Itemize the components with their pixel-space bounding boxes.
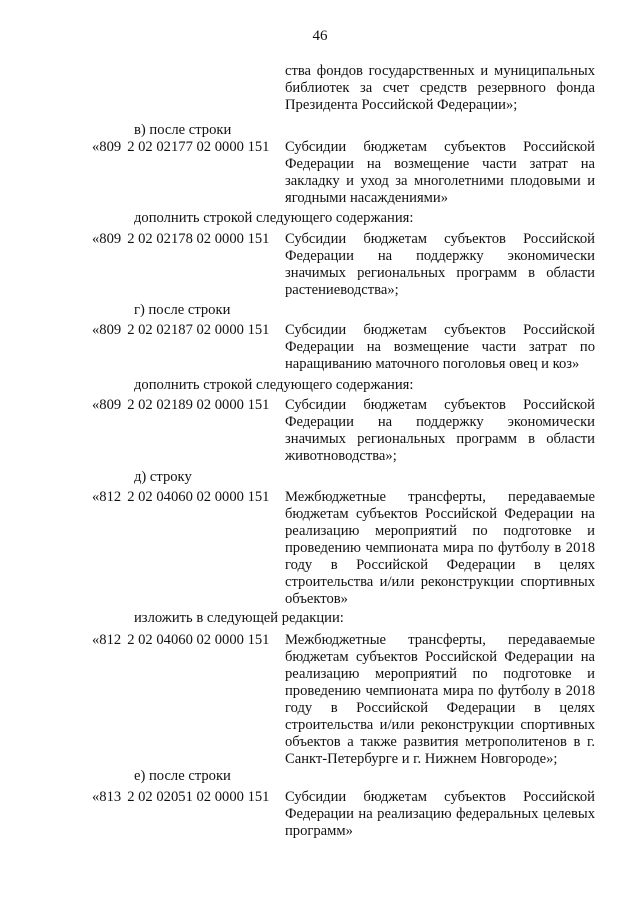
classification-code: 2 02 02178 02 0000 151 [127,231,270,247]
classification-code: 2 02 02189 02 0000 151 [127,397,270,413]
budget-code-row [92,789,269,806]
instruction-g: г) после строки [134,302,231,318]
entry-description: Субсидии бюджетам субъектов Российской Федерации на поддержку экономически значимых региональных программ в области животноводства»; [285,397,595,464]
page-number: 46 [312,28,328,44]
budget-code-row [92,322,269,339]
admin-code: «812 [92,632,122,648]
instruction-replace: изложить в следующей редакции: [134,610,344,626]
classification-code: 2 02 02051 02 0000 151 [127,789,270,805]
instruction-d: д) строку [134,469,192,485]
entry-description: Межбюджетные трансферты, передаваемые бюджетам субъектов Российской Федерации на реализацию мероприятий по подготовке и проведению чемпионата мира по футболу в 2018 году в Российской Федерации в целях строительства и/или реконструкции спортивных объектов» [285,489,595,607]
budget-code-row [92,231,269,248]
entry-description: Субсидии бюджетам субъектов Российской Федерации на возмещение части затрат на закладку и уход за многолетними плодовыми и ягодными насаждениями» [285,139,595,206]
budget-code-row [92,139,269,156]
admin-code: «813 [92,789,122,805]
entry-description: Субсидии бюджетам субъектов Российской Федерации на поддержку экономически значимых региональных программ в области растениеводства»; [285,231,595,298]
entry-description: Межбюджетные трансферты, передаваемые бюджетам субъектов Российской Федерации на реализацию мероприятий по подготовке и проведению чемпионата мира по футболу в 2018 году в Российской Федерации в целях строительства и/или реконструкции спортивных объектов а также развития метрополитенов в г. Санкт-Петербурге и г. Нижнем Новгороде»; [285,632,595,767]
classification-code: 2 02 02187 02 0000 151 [127,322,270,338]
classification-code: 2 02 04060 02 0000 151 [127,632,270,648]
classification-code: 2 02 02177 02 0000 151 [127,139,270,155]
admin-code: «809 [92,397,122,413]
admin-code: «809 [92,322,122,338]
instruction-v: в) после строки [134,122,232,138]
admin-code: «809 [92,231,122,247]
intro-text: ства фондов государственных и муниципальных библиотек за счет средств резервного фонда Президента Российской Федерации»; [285,63,595,113]
budget-code-row [92,489,269,506]
instruction-e: е) после строки [134,768,231,784]
admin-code: «812 [92,489,122,505]
budget-code-row [92,632,269,649]
admin-code: «809 [92,139,122,155]
entry-description: Субсидии бюджетам субъектов Российской Федерации на возмещение части затрат по наращиванию маточного поголовья овец и коз» [285,322,595,372]
instruction-add: дополнить строкой следующего содержания: [134,377,414,393]
budget-code-row [92,397,269,414]
classification-code: 2 02 04060 02 0000 151 [127,489,270,505]
entry-description: Субсидии бюджетам субъектов Российской Федерации на реализацию федеральных целевых программ» [285,789,595,839]
instruction-add: дополнить строкой следующего содержания: [134,210,414,226]
